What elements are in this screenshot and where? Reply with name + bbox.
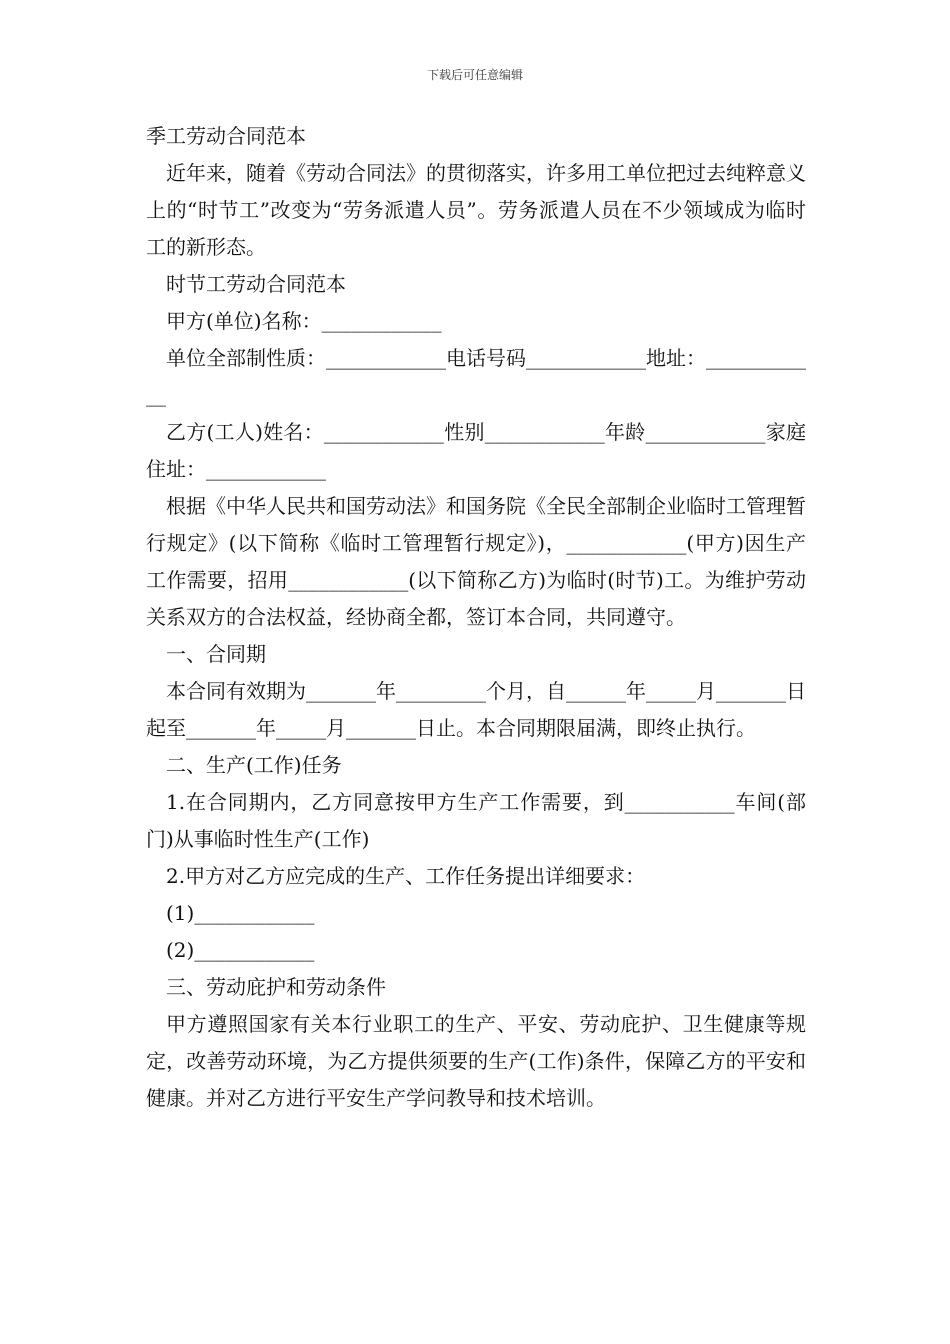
basis-paragraph: 根据《中华人民共和国劳动法》和国务院《全民全部制企业临时工管理暂行规定》(以下简称《临时工管理暂行规定》)，____________(甲方)因生产工作需要，招用____________(以下简称乙方)为临时(时节)工。为维护劳动关系双方的合法权益，经协商全都，签订本合同，共同遵守。 [146,494,806,629]
intro-paragraph: 近年来，随着《劳动合同法》的贯彻落实，许多用工单位把过去纯粹意义上的“时节工”改变为“劳务派遣人员”。劳务派遣人员在不少领域成为临时工的新形态。 [146,161,806,259]
party-b-info: 乙方(工人)姓名：____________性别____________年龄____________家庭住址：____________ [146,420,806,481]
section-1-heading: 一、合同期 [166,642,266,666]
section-2-item-1: 1.在合同期内，乙方同意按甲方生产工作需要，到___________车间(部门)从事临时性生产(工作) [146,790,806,851]
contract-subtitle: 时节工劳动合同范本 [166,272,346,296]
section-2-sub-2: (2)____________ [166,938,315,962]
section-3-text: 甲方遵照国家有关本行业职工的生产、平安、劳动庇护、卫生健康等规定，改善劳动环境，为乙方提供须要的生产(工作)条件，保障乙方的平安和健康。并对乙方进行平安生产学问教导和技术培训。 [146,1012,806,1110]
section-2-item-2: 2.甲方对乙方应完成的生产、工作任务提出详细要求： [166,864,646,888]
section-3-heading: 三、劳动庇护和劳动条件 [166,975,386,999]
document-body [146,118,806,1117]
page-header: 下载后可任意编辑 [426,68,523,82]
document-title: 季工劳动合同范本 [146,124,306,148]
party-a-name: 甲方(单位)名称：____________ [166,309,442,333]
section-2-sub-1: (1)____________ [166,901,315,925]
section-1-text: 本合同有效期为_______年_________个月，自______年_____月_______日起至_______年_____月_______日止。本合同期限届满，即终止执行。 [146,679,806,740]
party-a-info: 单位全部制性质：____________电话号码____________地址：____________ [146,346,806,407]
section-2-heading: 二、生产(工作)任务 [166,753,342,777]
